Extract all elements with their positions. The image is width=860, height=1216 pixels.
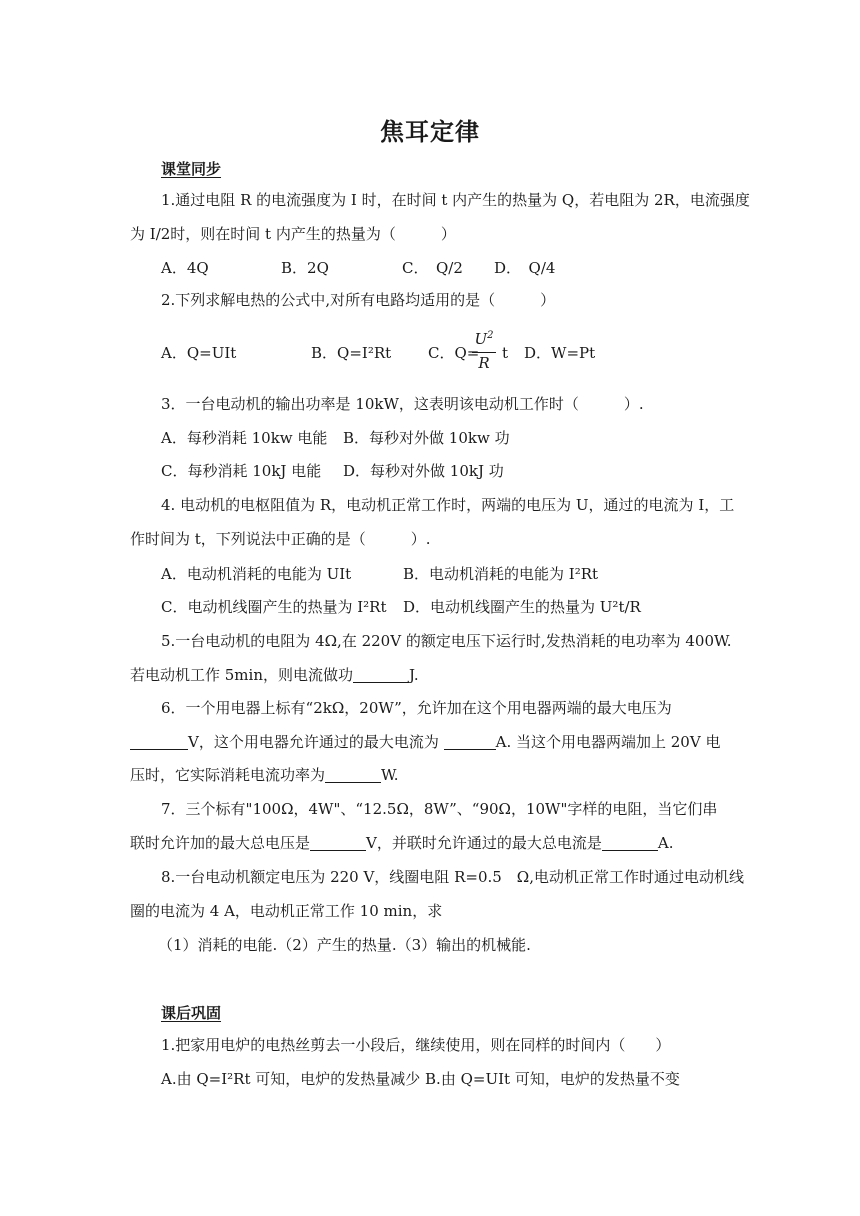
q7-line2 [130, 833, 673, 853]
answer-blank [325, 766, 381, 783]
q7-text-before-blank1: 联时允许加的最大总电压是 [130, 834, 311, 852]
q3-option-a: A．每秒消耗 10kw 电能 [161, 429, 328, 447]
page-title: 焦耳定律 [380, 117, 480, 146]
q6-text-before-blank3: 压时，它实际消耗电流功率为 [130, 766, 326, 784]
q6-line1: 6．一个用电器上标有“2kΩ，20W”，允许加在这个用电器两端的最大电压为 [161, 699, 672, 717]
answer-blank [444, 733, 496, 750]
fraction-exponent: 2 [487, 330, 494, 341]
q4-line2: 作时间为 t，下列说法中正确的是（ ）. [130, 530, 431, 548]
q2-line1: 2.下列求解电热的公式中,对所有电路均适用的是（ ） [161, 291, 556, 309]
q8-line1: 8.一台电动机额定电压为 220 V，线圈电阻 R=0.5 Ω,电动机正常工作时通过电动机线 [161, 868, 745, 886]
q2-option-d: D．W=Pt [524, 344, 596, 362]
answer-blank [130, 733, 188, 750]
q4-option-a: A．电动机消耗的电能为 UIt [161, 565, 352, 583]
q6-text-after-blank3: W. [381, 766, 399, 784]
q4-option-c: C．电动机线圈产生的热量为 I²Rt [161, 598, 387, 616]
q1-option-c: C． Q/2 [402, 259, 463, 277]
answer-blank [602, 834, 658, 851]
q4-option-b: B．电动机消耗的电能为 I²Rt [403, 565, 599, 583]
section-heading-classroom: 课堂同步 [161, 160, 222, 178]
q1-line2: 为 I/2时，则在时间 t 内产生的热量为（ ） [130, 225, 456, 243]
q5-text-before-blank: 若电动机工作 5min，则电流做功 [130, 666, 353, 684]
q3-option-d: D．每秒对外做 10kJ 功 [343, 462, 504, 480]
q7-line1: 7．三个标有"100Ω，4W"、“12.5Ω，8W”、“90Ω，10W"字样的电阻，当它们串 [161, 800, 718, 818]
q6-text-after-blank2: A. 当这个用电器两端加上 20V 电 [495, 733, 721, 751]
q7-text-after-blank1: V，并联时允许通过的最大总电流是 [366, 834, 602, 852]
q4-line1: 4. 电动机的电枢阻值为 R，电动机正常工作时，两端的电压为 U，通过的电流为 I，工 [161, 496, 735, 514]
q8-line2: 圈的电流为 4 A，电动机正常工作 10 min，求 [130, 902, 443, 920]
q2-option-a: A．Q=UIt [161, 344, 237, 362]
section-heading-after-class: 课后巩固 [161, 1004, 222, 1022]
q5-line2 [130, 665, 419, 685]
q5-line1: 5.一台电动机的电阻为 4Ω,在 220V 的额定电压下运行时,发热消耗的电功率为 400W. [161, 632, 732, 650]
q3-line1: 3．一台电动机的输出功率是 10kW，这表明该电动机工作时（ ）. [161, 395, 644, 413]
fraction-numerator: U [474, 330, 488, 348]
q2-option-c-suffix: t [502, 344, 509, 362]
h1-line2: A.由 Q=I²Rt 可知，电炉的发热量减少 B.由 Q=UIt 可知，电炉的发热量不变 [161, 1070, 680, 1088]
h1-line1: 1.把家用电炉的电热丝剪去一小段后，继续使用，则在同样的时间内（ ） [161, 1036, 671, 1054]
q7-text-after-blank2: A. [657, 834, 674, 852]
q1-option-a: A．4Q [161, 259, 209, 277]
q4-option-d: D．电动机线圈产生的热量为 U²t/R [403, 598, 641, 616]
q6-text-after-blank1: V，这个用电器允许通过的最大电流为 [188, 733, 439, 751]
q1-line1: 1.通过电阻 R 的电流强度为 I 时，在时间 t 内产生的热量为 Q，若电阻为 2R，电流强度 [161, 191, 750, 209]
q2-fraction [472, 330, 496, 376]
answer-blank [353, 666, 409, 683]
q1-option-d: D． Q/4 [494, 259, 556, 277]
q6-line3 [130, 765, 399, 785]
q3-option-c: C．每秒消耗 10kJ 电能 [161, 462, 322, 480]
fraction-bar [472, 352, 496, 353]
q1-option-b: B．2Q [281, 259, 329, 277]
fraction-denominator: R [478, 354, 490, 372]
q2-option-c: C．Q= [428, 344, 480, 362]
q5-text-after-blank: J. [409, 666, 419, 684]
q3-option-b: B．每秒对外做 10kw 功 [343, 429, 510, 447]
q8-line3: （1）消耗的电能.（2）产生的热量.（3）输出的机械能. [158, 936, 531, 954]
q6-line2 [130, 732, 720, 752]
answer-blank [310, 834, 366, 851]
q2-option-b: B．Q=I²Rt [311, 344, 392, 362]
